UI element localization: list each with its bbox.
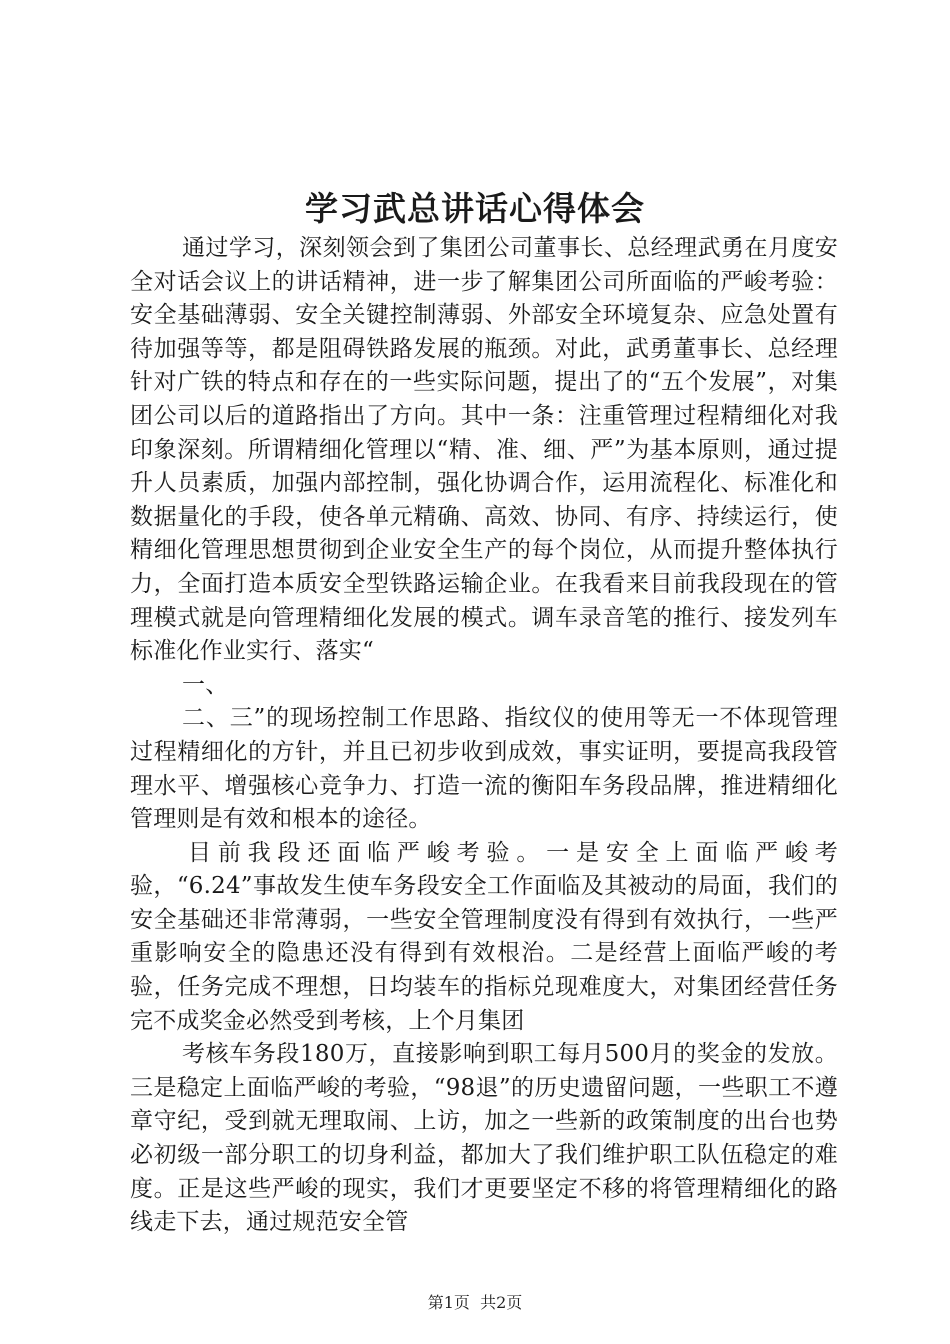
paragraph-4: 目前我段还面临严峻考验。一是安全上面临严峻考验，“6.24”事故发生使车务段安全工作面临及其被动的局面，我们的安全基础还非常薄弱，一些安全管理制度没有得到有效执行，一些严重影响安全的隐患还没有得到有效根治。二是经营上面临严峻的考验，任务完成不理想，日均装车的指标兑现难度大，对集团经营任务完不成奖金必然受到考核，上个月集团 — [130, 839, 838, 1034]
document-body — [130, 232, 838, 1240]
paragraph-3: 二、三”的现场控制工作思路、指纹仪的使用等无一不体现管理过程精细化的方针，并且已初步收到成效，事实证明，要提高我段管理水平、增强核心竞争力、打造一流的衡阳车务段品牌，推进精细化管理则是有效和根本的途径。 — [130, 705, 838, 833]
page-number-label: 第1页 共2页 — [427, 1293, 523, 1312]
document-title: 学习武总讲话心得体会 — [305, 189, 645, 228]
paragraph-2: 一、 — [182, 671, 229, 698]
paragraph-5: 考核车务段180万，直接影响到职工每月500月的奖金的发放。三是稳定上面临严峻的考验，“98退”的历史遗留问题，一些职工不遵章守纪，受到就无理取闹、上访，加之一些新的政策制度的出台也势必初级一部分职工的切身利益，都加大了我们维护职工队伍稳定的难度。正是这些严峻的现实，我们才更要坚定不移的将管理精细化的路线走下去，通过规范安全管 — [130, 1041, 838, 1236]
page-footer — [0, 1292, 950, 1314]
paragraph-1: 通过学习，深刻领会到了集团公司董事长、总经理武勇在月度安全对话会议上的讲话精神，进一步了解集团公司所面临的严峻考验：安全基础薄弱、安全关键控制薄弱、外部安全环境复杂、应急处置有待加强等等，都是阻碍铁路发展的瓶颈。对此，武勇董事长、总经理针对广铁的特点和存在的一些实际问题，提出了的“五个发展”，对集团公司以后的道路指出了方向。其中一条：注重管理过程精细化对我印象深刻。所谓精细化管理以“精、准、细、严”为基本原则，通过提升人员素质，加强内部控制，强化协调合作，运用流程化、标准化和数据量化的手段，使各单元精确、高效、协同、有序、持续运行，使精细化管理思想贯彻到企业安全生产的每个岗位，从而提升整体执行力，全面打造本质安全型铁路运输企业。在我看来目前我段现在的管理模式就是向管理精细化发展的模式。调车录音笔的推行、接发列车标准化作业实行、落实“ — [130, 235, 838, 665]
